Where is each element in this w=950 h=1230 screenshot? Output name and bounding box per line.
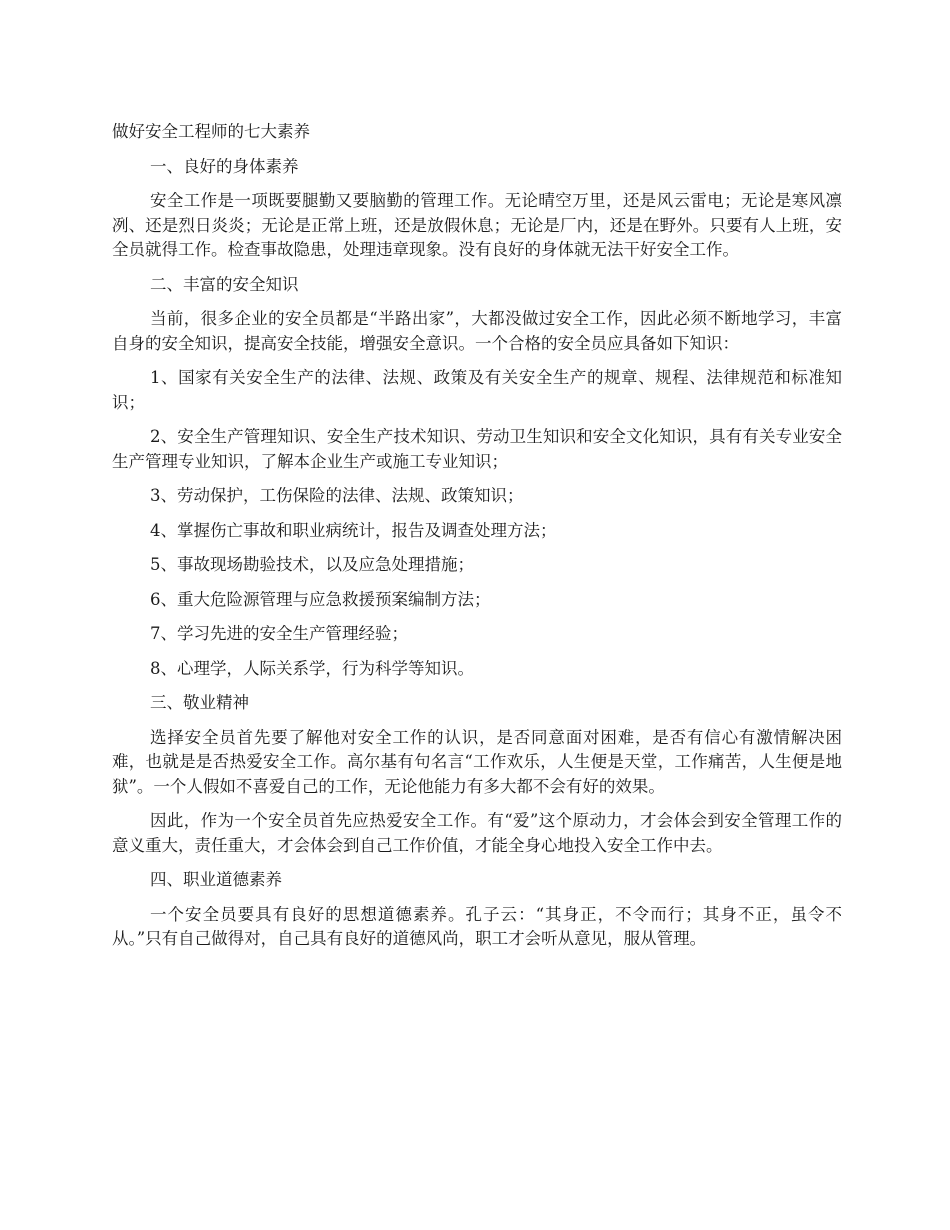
list-item: 8、心理学，人际关系学，行为科学等知识。	[150, 658, 474, 678]
paragraph: 选择安全员首先要了解他对安全工作的认识，是否同意面对困难，是否有信心有激情解决困难，也就是是否热爱安全工作。高尔基有句名言“工作欢乐，人生便是天堂，工作痛苦，人生便是地狱”。一个人假如不喜爱自己的工作，无论他能力有多大都不会有好的效果。	[112, 727, 842, 796]
list-item: 4、掌握伤亡事故和职业病统计，报告及调查处理方法；	[150, 520, 557, 540]
section-heading-2: 二、丰富的安全知识	[150, 274, 299, 294]
paragraph: 安全工作是一项既要腿勤又要脑勤的管理工作。无论晴空万里，还是风云雷电；无论是寒风凛冽、还是烈日炎炎；无论是正常上班，还是放假休息；无论是厂内，还是在野外。只要有人上班，安全员就得工作。检查事故隐患，处理违章现象。没有良好的身体就无法干好安全工作。	[112, 191, 842, 259]
paragraph: 一个安全员要具有良好的思想道德素养。孔子云：“其身正，不令而行；其身不正，虽令不从。”只有自己做得对，自己具有良好的道德风尚，职工才会听从意见，服从管理。	[112, 904, 842, 948]
section-heading-3: 三、敬业精神	[150, 693, 249, 712]
section-heading-4: 四、职业道德素养	[150, 870, 282, 889]
paragraph: 当前，很多企业的安全员都是“半路出家”，大都没做过安全工作，因此必须不断地学习，丰富自身的安全知识，提高安全技能，增强安全意识。一个合格的安全员应具备如下知识：	[112, 309, 842, 353]
list-item: 1、国家有关安全生产的法律、法规、政策及有关安全生产的规章、规程、法律规范和标准知识；	[112, 368, 842, 412]
document-body	[112, 120, 842, 962]
document-title: 做好安全工程师的七大素养	[112, 122, 310, 141]
paragraph: 因此，作为一个安全员首先应热爱安全工作。有“爱”这个原动力，才会体会到安全管理工作的意义重大，责任重大，才会体会到自己工作价值，才能全身心地投入安全工作中去。	[112, 811, 842, 855]
section-heading-1: 一、良好的身体素养	[150, 156, 299, 176]
list-item: 5、事故现场勘验技术，以及应急处理措施；	[150, 555, 474, 574]
list-item: 7、学习先进的安全生产管理经验；	[150, 624, 408, 643]
list-item: 3、劳动保护，工伤保险的法律、法规、政策知识；	[150, 486, 524, 505]
list-item: 2、安全生产管理知识、安全生产技术知识、劳动卫生知识和安全文化知识，具有有关专业安全生产管理专业知识，了解本企业生产或施工专业知识；	[112, 427, 842, 471]
list-item: 6、重大危险源管理与应急救援预案编制方法；	[150, 589, 491, 609]
